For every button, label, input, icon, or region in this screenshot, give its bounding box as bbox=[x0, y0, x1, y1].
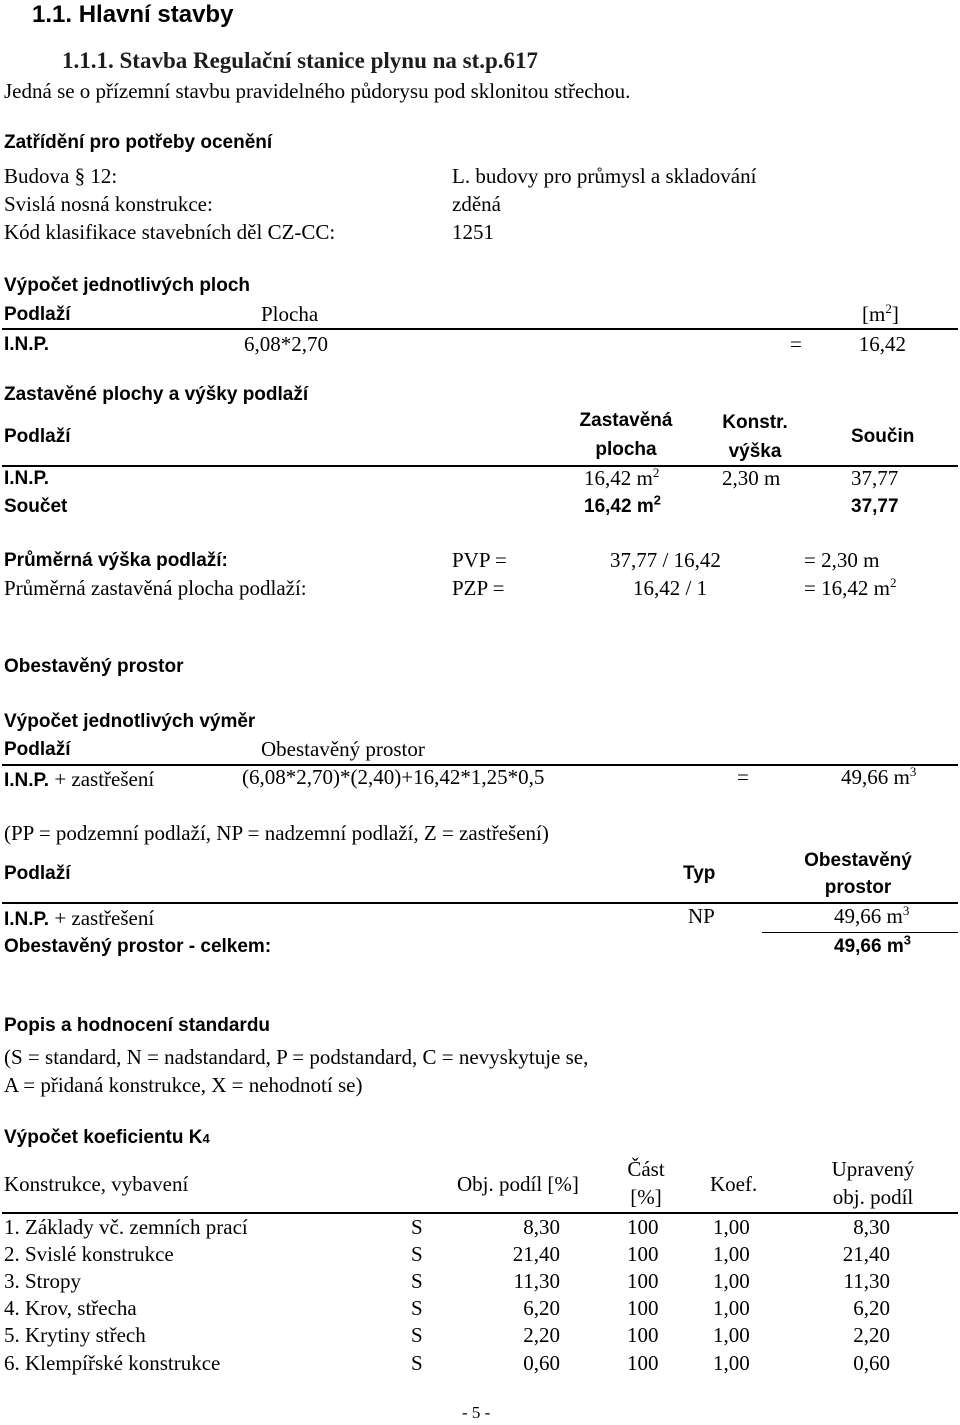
pzp-formula: 16,42 / 1 bbox=[633, 576, 708, 600]
pvp-formula: 37,77 / 16,42 bbox=[610, 548, 721, 572]
column-header-floor: Podlaží bbox=[4, 739, 71, 760]
row-share: 2,20 bbox=[523, 1323, 560, 1347]
row-adjusted: 0,60 bbox=[853, 1351, 890, 1375]
classification-value: L. budovy pro průmysl a skladování bbox=[452, 164, 757, 188]
area-row-floor: I.N.P. bbox=[4, 334, 50, 355]
k4-title: Výpočet koeficientu K4 bbox=[4, 1127, 210, 1148]
table-rule bbox=[2, 1212, 958, 1214]
row-standard: S bbox=[411, 1296, 423, 1320]
built-sum-area: 16,42 $m^2$ bbox=[584, 492, 661, 517]
volume-table-row-type: NP bbox=[688, 904, 715, 928]
column-header-volume: Obestavěný prostor bbox=[261, 737, 425, 761]
pzp-label: Průměrná zastavěná plocha podlaží: bbox=[4, 576, 307, 600]
row-standard: S bbox=[411, 1269, 423, 1293]
built-sum-label: Součet bbox=[4, 496, 68, 517]
column-header-volume: prostor bbox=[824, 877, 892, 898]
column-header-unit: $[m^2]$ bbox=[862, 301, 899, 326]
column-header-volume: Obestavěný bbox=[804, 850, 912, 871]
row-part: 100 bbox=[627, 1215, 659, 1239]
row-adjusted: 21,40 bbox=[842, 1242, 890, 1266]
classification-label: Svislá nosná konstrukce: bbox=[4, 192, 213, 216]
classification-value: zděná bbox=[452, 192, 501, 216]
column-header-built-area: Zastavěná bbox=[579, 410, 673, 431]
row-construction: 4. Krov, střecha bbox=[4, 1296, 137, 1320]
row-coef: 1,00 bbox=[713, 1296, 750, 1320]
row-standard: S bbox=[411, 1351, 423, 1375]
built-areas-title: Zastavěné plochy a výšky podlaží bbox=[4, 384, 309, 405]
table-rule bbox=[2, 902, 958, 904]
row-construction: 5. Krytiny střech bbox=[4, 1323, 146, 1347]
standard-title: Popis a hodnocení standardu bbox=[4, 1015, 271, 1036]
column-header-coef: Koef. bbox=[710, 1172, 758, 1196]
row-adjusted: 6,20 bbox=[853, 1296, 890, 1320]
column-header-adjusted: Upravený bbox=[831, 1157, 915, 1181]
column-header-product: Součin bbox=[851, 426, 915, 447]
row-share: 11,30 bbox=[513, 1269, 560, 1293]
row-part: 100 bbox=[627, 1269, 659, 1293]
classification-value: 1251 bbox=[452, 220, 494, 244]
standard-legend-line: (S = standard, N = nadstandard, P = podstandard, C = nevyskytuje se, bbox=[4, 1045, 589, 1069]
intro-text: Jedná se o přízemní stavbu pravidelného půdorysu pod sklonitou střechou. bbox=[4, 79, 631, 103]
column-header-height: Konstr. bbox=[722, 412, 788, 433]
column-header-adjusted: obj. podíl bbox=[832, 1185, 914, 1209]
volume-table-row-floor: I.N.P. + zastřešení bbox=[4, 906, 155, 930]
row-coef: 1,00 bbox=[713, 1242, 750, 1266]
row-construction: 1. Základy vč. zemních prací bbox=[4, 1215, 248, 1239]
volume-total-label: Obestavěný prostor - celkem: bbox=[4, 936, 272, 957]
volume-legend: (PP = podzemní podlaží, NP = nadzemní podlaží, Z = zastřešení) bbox=[4, 821, 549, 845]
row-adjusted: 11,30 bbox=[843, 1269, 890, 1293]
built-sum-product: 37,77 bbox=[851, 496, 899, 517]
row-construction: 2. Svislé konstrukce bbox=[4, 1242, 174, 1266]
column-header-part: [%] bbox=[630, 1185, 662, 1209]
row-standard: S bbox=[411, 1323, 423, 1347]
row-share: 6,20 bbox=[523, 1296, 560, 1320]
volume-title: Obestavěný prostor bbox=[4, 656, 184, 677]
row-standard: S bbox=[411, 1215, 423, 1239]
volume-row-eq: = bbox=[737, 765, 749, 789]
row-part: 100 bbox=[627, 1242, 659, 1266]
pvp-label: Průměrná výška podlaží: bbox=[4, 550, 228, 571]
area-row-eq: = bbox=[790, 332, 802, 356]
row-coef: 1,00 bbox=[713, 1323, 750, 1347]
pzp-code: PZP = bbox=[452, 576, 505, 600]
row-coef: 1,00 bbox=[713, 1215, 750, 1239]
classification-label: Kód klasifikace stavebních děl CZ-CC: bbox=[4, 220, 336, 244]
column-header-type: Typ bbox=[683, 863, 716, 884]
page-number: - 5 - bbox=[462, 1403, 491, 1422]
pvp-code: PVP = bbox=[452, 548, 507, 572]
row-coef: 1,00 bbox=[713, 1269, 750, 1293]
table-rule bbox=[2, 328, 958, 330]
row-adjusted: 8,30 bbox=[853, 1215, 890, 1239]
column-header-built-area: plocha bbox=[595, 439, 657, 460]
built-row-height: 2,30 m bbox=[722, 466, 781, 490]
row-construction: 3. Stropy bbox=[4, 1269, 82, 1293]
column-header-part: Část bbox=[627, 1157, 665, 1181]
subsection-heading: 1.1.1. Stavba Regulační stanice plynu na st.p.617 bbox=[62, 48, 539, 73]
volume-row-floor: I.N.P. + zastřešení bbox=[4, 767, 155, 791]
row-part: 100 bbox=[627, 1323, 659, 1347]
column-header-floor: Podlaží bbox=[4, 863, 71, 884]
row-share: 0,60 bbox=[523, 1351, 560, 1375]
table-rule bbox=[2, 465, 958, 467]
volume-row-result: 49,66 $m^3$ bbox=[841, 764, 917, 789]
sum-rule bbox=[762, 932, 958, 933]
column-header-area: Plocha bbox=[261, 302, 319, 326]
volume-subtitle: Výpočet jednotlivých výměr bbox=[4, 711, 256, 732]
row-coef: 1,00 bbox=[713, 1351, 750, 1375]
area-row-result: 16,42 bbox=[858, 332, 906, 356]
row-construction: 6. Klempířské konstrukce bbox=[4, 1351, 221, 1375]
row-share: 8,30 bbox=[523, 1215, 560, 1239]
volume-table-row-volume: 49,66 $m^3$ bbox=[834, 903, 910, 928]
pzp-result: = 16,42 $m^2$ bbox=[804, 575, 897, 600]
built-row-product: 37,77 bbox=[851, 466, 899, 490]
classification-label: Budova § 12: bbox=[4, 164, 118, 188]
built-row-area: 16,42 $m^2$ bbox=[584, 465, 660, 490]
row-adjusted: 2,20 bbox=[853, 1323, 890, 1347]
section-heading: 1.1. Hlavní stavby bbox=[32, 1, 234, 28]
row-share: 21,40 bbox=[512, 1242, 560, 1266]
column-header-floor: Podlaží bbox=[4, 304, 71, 325]
row-standard: S bbox=[411, 1242, 423, 1266]
area-row-formula: 6,08*2,70 bbox=[244, 332, 328, 356]
pvp-result: = 2,30 m bbox=[804, 548, 880, 572]
volume-row-formula: (6,08*2,70)*(2,40)+16,42*1,25*0,5 bbox=[242, 765, 545, 789]
column-header-construction: Konstrukce, vybavení bbox=[4, 1172, 189, 1196]
column-header-height: výška bbox=[728, 441, 782, 462]
column-header-floor: Podlaží bbox=[4, 426, 71, 447]
standard-legend-line: A = přidaná konstrukce, X = nehodnotí se) bbox=[4, 1073, 363, 1097]
areas-title: Výpočet jednotlivých ploch bbox=[4, 275, 250, 296]
built-row-floor: I.N.P. bbox=[4, 468, 50, 489]
row-part: 100 bbox=[627, 1296, 659, 1320]
column-header-share: Obj. podíl [%] bbox=[457, 1172, 579, 1196]
row-part: 100 bbox=[627, 1351, 659, 1375]
volume-total-value: 49,66 $m^3$ bbox=[834, 932, 911, 957]
classification-title: Zatřídění pro potřeby ocenění bbox=[4, 132, 273, 153]
